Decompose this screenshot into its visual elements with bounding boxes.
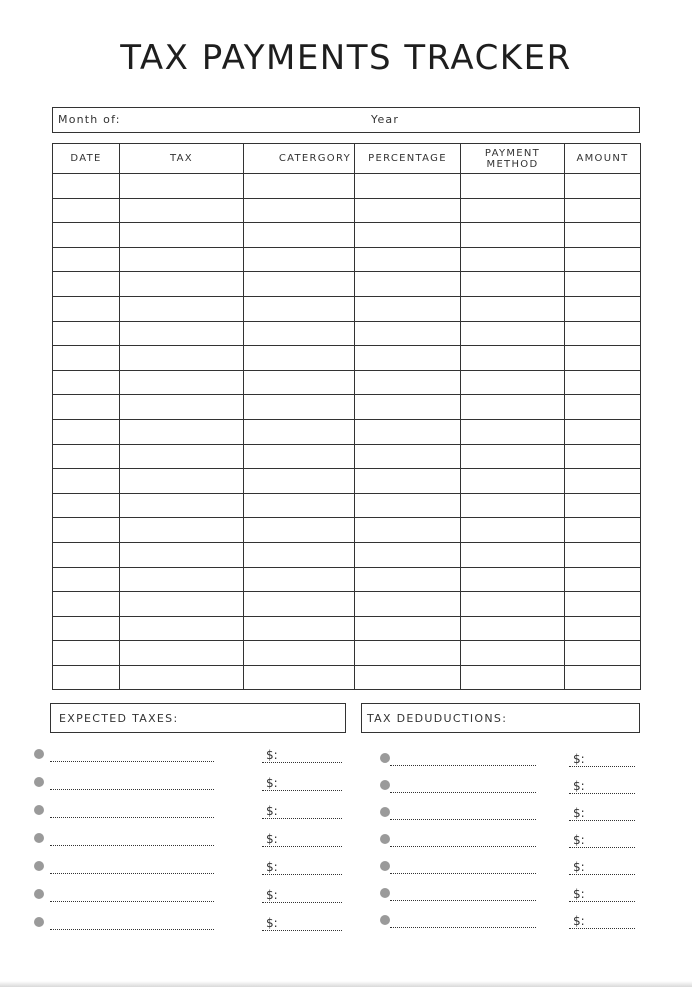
table-row bbox=[53, 272, 641, 297]
table-cell[interactable] bbox=[565, 174, 641, 199]
table-cell[interactable] bbox=[53, 419, 120, 444]
table-cell[interactable] bbox=[461, 272, 565, 297]
tax-deduction-amount-line[interactable] bbox=[569, 874, 635, 875]
table-cell[interactable] bbox=[461, 444, 565, 469]
table-cell[interactable] bbox=[565, 321, 641, 346]
expected-tax-description-line[interactable] bbox=[50, 789, 214, 790]
table-row bbox=[53, 419, 641, 444]
expected-tax-description-line[interactable] bbox=[50, 873, 214, 874]
bullet-dot-icon bbox=[380, 888, 390, 898]
table-cell[interactable] bbox=[120, 321, 244, 346]
table-cell[interactable] bbox=[355, 542, 461, 567]
expected-tax-amount-label: $: bbox=[266, 860, 278, 874]
table-cell[interactable] bbox=[120, 174, 244, 199]
table-cell[interactable] bbox=[120, 395, 244, 420]
tax-deduction-description-line[interactable] bbox=[390, 819, 536, 820]
table-row bbox=[53, 395, 641, 420]
year-label: Year bbox=[371, 113, 400, 126]
table-cell[interactable] bbox=[53, 346, 120, 371]
table-header-row bbox=[53, 144, 641, 174]
expected-tax-description-line[interactable] bbox=[50, 929, 214, 930]
table-cell[interactable] bbox=[461, 518, 565, 543]
table-cell[interactable] bbox=[53, 247, 120, 272]
bullet-dot-icon bbox=[380, 753, 390, 763]
table-cell[interactable] bbox=[461, 321, 565, 346]
tax-deduction-amount-label: $: bbox=[573, 860, 585, 874]
table-cell[interactable] bbox=[244, 272, 355, 297]
tax-deduction-amount-label: $: bbox=[573, 752, 585, 766]
table-cell[interactable] bbox=[355, 567, 461, 592]
table-cell[interactable] bbox=[120, 419, 244, 444]
table-cell[interactable] bbox=[355, 296, 461, 321]
table-cell[interactable] bbox=[355, 419, 461, 444]
table-cell[interactable] bbox=[355, 641, 461, 666]
table-cell[interactable] bbox=[120, 616, 244, 641]
table-cell[interactable] bbox=[244, 518, 355, 543]
table-cell[interactable] bbox=[461, 247, 565, 272]
expected-tax-description-line[interactable] bbox=[50, 817, 214, 818]
tax-deduction-amount-line[interactable] bbox=[569, 847, 635, 848]
table-row bbox=[53, 198, 641, 223]
expected-tax-amount-line[interactable] bbox=[262, 902, 342, 903]
table-cell[interactable] bbox=[120, 247, 244, 272]
table-cell[interactable] bbox=[565, 346, 641, 371]
tax-deduction-amount-line[interactable] bbox=[569, 820, 635, 821]
page-edge-shadow bbox=[0, 981, 692, 987]
tax-deduction-amount-label: $: bbox=[573, 833, 585, 847]
table-row bbox=[53, 174, 641, 199]
table-cell[interactable] bbox=[53, 395, 120, 420]
column-header-date: DATE bbox=[53, 144, 120, 174]
table-cell[interactable] bbox=[120, 493, 244, 518]
table-cell[interactable] bbox=[244, 493, 355, 518]
table-cell[interactable] bbox=[120, 665, 244, 690]
table-cell[interactable] bbox=[244, 616, 355, 641]
bullet-dot-icon bbox=[380, 780, 390, 790]
expected-tax-amount-line[interactable] bbox=[262, 846, 342, 847]
table-cell[interactable] bbox=[244, 223, 355, 248]
table-cell[interactable] bbox=[355, 493, 461, 518]
table-row bbox=[53, 296, 641, 321]
expected-tax-description-line[interactable] bbox=[50, 901, 214, 902]
table-cell[interactable] bbox=[355, 174, 461, 199]
table-cell[interactable] bbox=[244, 247, 355, 272]
table-cell[interactable] bbox=[461, 370, 565, 395]
table-cell[interactable] bbox=[461, 346, 565, 371]
table-cell[interactable] bbox=[120, 370, 244, 395]
table-cell[interactable] bbox=[565, 567, 641, 592]
expected-tax-amount-label: $: bbox=[266, 832, 278, 846]
tax-deduction-description-line[interactable] bbox=[390, 846, 536, 847]
table-cell[interactable] bbox=[565, 542, 641, 567]
bullet-dot-icon bbox=[34, 889, 44, 899]
table-cell[interactable] bbox=[244, 665, 355, 690]
table-cell[interactable] bbox=[565, 395, 641, 420]
table-cell[interactable] bbox=[355, 616, 461, 641]
table-cell[interactable] bbox=[355, 518, 461, 543]
table-cell[interactable] bbox=[355, 469, 461, 494]
expected-tax-description-line[interactable] bbox=[50, 845, 214, 846]
bullet-dot-icon bbox=[34, 833, 44, 843]
table-cell[interactable] bbox=[461, 616, 565, 641]
table-cell[interactable] bbox=[120, 444, 244, 469]
table-cell[interactable] bbox=[53, 321, 120, 346]
tax-deduction-description-line[interactable] bbox=[390, 792, 536, 793]
table-cell[interactable] bbox=[53, 370, 120, 395]
table-cell[interactable] bbox=[565, 296, 641, 321]
table-cell[interactable] bbox=[244, 370, 355, 395]
table-row bbox=[53, 321, 641, 346]
tax-deduction-amount-line[interactable] bbox=[569, 766, 635, 767]
table-cell[interactable] bbox=[461, 665, 565, 690]
table-cell[interactable] bbox=[53, 223, 120, 248]
table-row bbox=[53, 493, 641, 518]
bullet-dot-icon bbox=[34, 805, 44, 815]
table-cell[interactable] bbox=[53, 444, 120, 469]
bullet-dot-icon bbox=[34, 749, 44, 759]
table-cell[interactable] bbox=[565, 665, 641, 690]
expected-tax-amount-label: $: bbox=[266, 888, 278, 902]
column-header-payment-method: PAYMENT METHOD bbox=[461, 144, 565, 174]
expected-taxes-box: EXPECTED TAXES: bbox=[50, 703, 346, 733]
table-cell[interactable] bbox=[53, 174, 120, 199]
expected-tax-amount-line[interactable] bbox=[262, 930, 342, 931]
bullet-dot-icon bbox=[34, 861, 44, 871]
tax-deduction-description-line[interactable] bbox=[390, 873, 536, 874]
table-cell[interactable] bbox=[565, 272, 641, 297]
table-cell[interactable] bbox=[244, 296, 355, 321]
table-row bbox=[53, 247, 641, 272]
table-cell[interactable] bbox=[355, 592, 461, 617]
expected-tax-amount-label: $: bbox=[266, 804, 278, 818]
month-label: Month of: bbox=[58, 113, 121, 126]
tax-deduction-description-line[interactable] bbox=[390, 900, 536, 901]
table-cell[interactable] bbox=[461, 641, 565, 666]
table-cell[interactable] bbox=[355, 346, 461, 371]
table-cell[interactable] bbox=[355, 665, 461, 690]
table-cell[interactable] bbox=[244, 174, 355, 199]
tax-deduction-description-line[interactable] bbox=[390, 927, 536, 928]
expected-tax-amount-line[interactable] bbox=[262, 762, 342, 763]
table-cell[interactable] bbox=[565, 518, 641, 543]
table-cell[interactable] bbox=[244, 469, 355, 494]
table-cell[interactable] bbox=[565, 469, 641, 494]
table-row bbox=[53, 518, 641, 543]
bullet-dot-icon bbox=[380, 807, 390, 817]
tax-deduction-amount-label: $: bbox=[573, 806, 585, 820]
expected-tax-description-line[interactable] bbox=[50, 761, 214, 762]
table-cell[interactable] bbox=[565, 616, 641, 641]
table-cell[interactable] bbox=[53, 272, 120, 297]
table-cell[interactable] bbox=[355, 370, 461, 395]
table-cell[interactable] bbox=[355, 272, 461, 297]
table-cell[interactable] bbox=[244, 198, 355, 223]
table-cell[interactable] bbox=[244, 419, 355, 444]
table-row bbox=[53, 592, 641, 617]
table-cell[interactable] bbox=[355, 395, 461, 420]
table-row bbox=[53, 223, 641, 248]
table-row bbox=[53, 469, 641, 494]
table-body bbox=[53, 174, 641, 690]
table-cell[interactable] bbox=[53, 641, 120, 666]
table-cell[interactable] bbox=[120, 272, 244, 297]
table-cell[interactable] bbox=[244, 567, 355, 592]
table-cell[interactable] bbox=[120, 567, 244, 592]
tax-deduction-description-line[interactable] bbox=[390, 765, 536, 766]
table-cell[interactable] bbox=[461, 567, 565, 592]
table-cell[interactable] bbox=[244, 321, 355, 346]
tax-deduction-amount-line[interactable] bbox=[569, 928, 635, 929]
table-cell[interactable] bbox=[120, 469, 244, 494]
expected-tax-amount-line[interactable] bbox=[262, 790, 342, 791]
tax-deduction-amount-line[interactable] bbox=[569, 793, 635, 794]
column-header-amount: AMOUNT bbox=[565, 144, 641, 174]
table-row bbox=[53, 370, 641, 395]
bullet-dot-icon bbox=[380, 834, 390, 844]
table-cell[interactable] bbox=[355, 321, 461, 346]
table-cell[interactable] bbox=[355, 198, 461, 223]
column-header-tax: TAX bbox=[120, 144, 244, 174]
expected-tax-amount-line[interactable] bbox=[262, 874, 342, 875]
table-cell[interactable] bbox=[120, 296, 244, 321]
tax-deductions-box: TAX DEDUDUCTIONS: bbox=[361, 703, 640, 733]
table-cell[interactable] bbox=[120, 592, 244, 617]
table-cell[interactable] bbox=[461, 296, 565, 321]
tax-payments-table bbox=[52, 143, 641, 690]
table-cell[interactable] bbox=[461, 469, 565, 494]
table-cell[interactable] bbox=[53, 198, 120, 223]
table-cell[interactable] bbox=[53, 296, 120, 321]
expected-tax-amount-line[interactable] bbox=[262, 818, 342, 819]
bullet-dot-icon bbox=[380, 861, 390, 871]
table-cell[interactable] bbox=[565, 370, 641, 395]
table-row bbox=[53, 665, 641, 690]
table-cell[interactable] bbox=[53, 469, 120, 494]
tax-deduction-amount-label: $: bbox=[573, 914, 585, 928]
tax-deduction-amount-line[interactable] bbox=[569, 901, 635, 902]
table-row bbox=[53, 444, 641, 469]
table-cell[interactable] bbox=[244, 346, 355, 371]
table-cell[interactable] bbox=[461, 542, 565, 567]
table-cell[interactable] bbox=[53, 542, 120, 567]
table-row bbox=[53, 616, 641, 641]
tax-deduction-amount-label: $: bbox=[573, 779, 585, 793]
expected-tax-amount-label: $: bbox=[266, 916, 278, 930]
table-cell[interactable] bbox=[565, 198, 641, 223]
table-cell[interactable] bbox=[461, 223, 565, 248]
table-cell[interactable] bbox=[120, 346, 244, 371]
table-row bbox=[53, 346, 641, 371]
table-row bbox=[53, 542, 641, 567]
table-cell[interactable] bbox=[120, 641, 244, 666]
table-cell[interactable] bbox=[565, 641, 641, 666]
bullet-dot-icon bbox=[34, 917, 44, 927]
table-cell[interactable] bbox=[244, 592, 355, 617]
table-cell[interactable] bbox=[53, 567, 120, 592]
table-cell[interactable] bbox=[244, 641, 355, 666]
table-cell[interactable] bbox=[565, 444, 641, 469]
table-cell[interactable] bbox=[461, 198, 565, 223]
table-cell[interactable] bbox=[53, 665, 120, 690]
table-row bbox=[53, 567, 641, 592]
table-row bbox=[53, 641, 641, 666]
table-cell[interactable] bbox=[53, 592, 120, 617]
table-cell[interactable] bbox=[565, 223, 641, 248]
table-cell[interactable] bbox=[355, 223, 461, 248]
table-cell[interactable] bbox=[244, 444, 355, 469]
table-cell[interactable] bbox=[53, 493, 120, 518]
table-cell[interactable] bbox=[461, 174, 565, 199]
month-year-field[interactable] bbox=[52, 107, 640, 133]
expected-tax-amount-label: $: bbox=[266, 748, 278, 762]
tax-deduction-amount-label: $: bbox=[573, 887, 585, 901]
table-cell[interactable] bbox=[120, 198, 244, 223]
bullet-dot-icon bbox=[34, 777, 44, 787]
table-cell[interactable] bbox=[461, 592, 565, 617]
page-title: TAX PAYMENTS TRACKER bbox=[120, 38, 572, 78]
bullet-dot-icon bbox=[380, 915, 390, 925]
table-cell[interactable] bbox=[120, 518, 244, 543]
table-cell[interactable] bbox=[120, 223, 244, 248]
table-cell[interactable] bbox=[461, 493, 565, 518]
table-cell[interactable] bbox=[355, 247, 461, 272]
expected-tax-amount-label: $: bbox=[266, 776, 278, 790]
column-header-percentage: PERCENTAGE bbox=[355, 144, 461, 174]
table-cell[interactable] bbox=[565, 247, 641, 272]
table-cell[interactable] bbox=[53, 616, 120, 641]
column-header-category: CATERGORY bbox=[244, 144, 355, 174]
table-cell[interactable] bbox=[355, 444, 461, 469]
table-cell[interactable] bbox=[244, 395, 355, 420]
table-cell[interactable] bbox=[565, 493, 641, 518]
table-cell[interactable] bbox=[120, 542, 244, 567]
table-cell[interactable] bbox=[53, 518, 120, 543]
table-cell[interactable] bbox=[461, 395, 565, 420]
table-cell[interactable] bbox=[244, 542, 355, 567]
table-cell[interactable] bbox=[565, 419, 641, 444]
table-cell[interactable] bbox=[461, 419, 565, 444]
table-cell[interactable] bbox=[565, 592, 641, 617]
